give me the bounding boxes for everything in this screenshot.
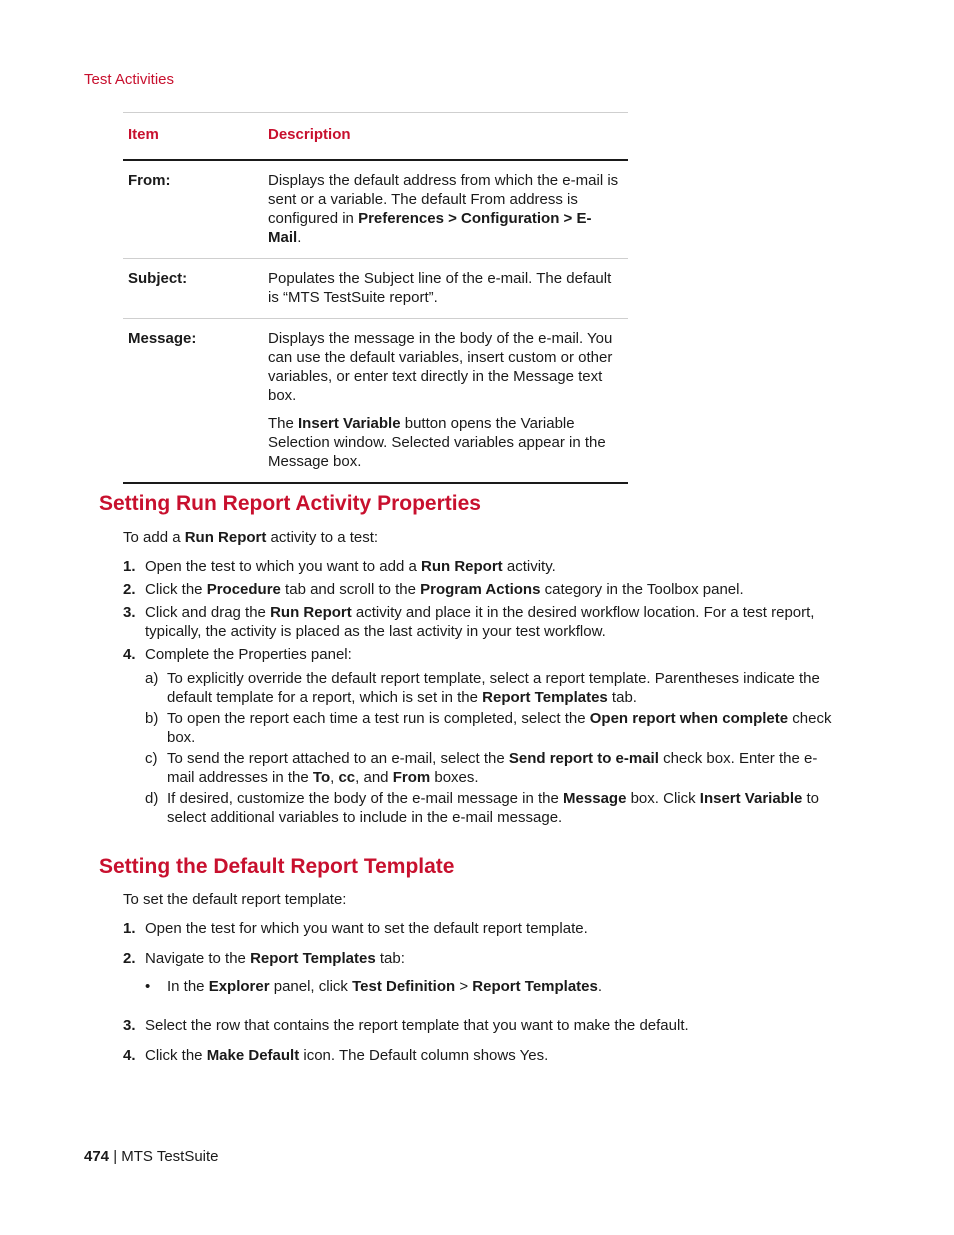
bold-term: Program Actions — [420, 581, 541, 598]
rich-text — [268, 414, 624, 471]
bold-term: cc — [338, 769, 356, 786]
table-header-row — [123, 113, 628, 161]
bullet-list — [145, 977, 843, 996]
text-run: tab: — [375, 950, 405, 967]
substep-letter: c) — [145, 750, 158, 767]
step-item — [123, 1046, 843, 1065]
substeps — [145, 669, 843, 827]
text-run: Complete the Properties panel: — [145, 646, 352, 663]
bold-term: Explorer — [208, 978, 270, 995]
substep-item — [145, 789, 843, 827]
text-run: > — [455, 978, 473, 995]
text-run: activity and place it in the desired workflow location. For a test report, typically, the activity is placed as the last activity in your test workflow. — [145, 604, 815, 640]
text-run: boxes. — [430, 769, 479, 786]
bold-term: Procedure — [206, 581, 281, 598]
step-text — [145, 1047, 548, 1064]
column-header-description: Description — [263, 113, 628, 161]
text-run: check box. Enter the e-mail addresses in the — [167, 750, 818, 786]
table-row — [123, 319, 628, 484]
page-footer — [84, 1148, 219, 1165]
step-number: 3. — [123, 1017, 136, 1034]
table-row — [123, 259, 628, 319]
bold-term: Run Report — [270, 604, 352, 621]
substep-letter: d) — [145, 790, 159, 807]
product-name: MTS TestSuite — [121, 1148, 219, 1165]
text-run: category in the Toolbox panel. — [540, 581, 744, 598]
text-run: tab and scroll to the — [280, 581, 421, 598]
text-run: Click and drag the — [145, 604, 271, 621]
item-cell: From: — [123, 160, 263, 259]
bold-term: Run Report — [184, 529, 267, 546]
text-run: Open the test to which you want to add a — [145, 558, 422, 575]
text-run: check box. — [167, 710, 832, 746]
bullet-text — [167, 978, 602, 995]
bold-term: Open report when complete — [589, 710, 789, 727]
text-run: panel, click — [269, 978, 353, 995]
running-header: Test Activities — [84, 71, 175, 88]
text-run: If desired, customize the body of the e-mail message in the — [167, 790, 564, 807]
step-item — [123, 1016, 843, 1035]
description-cell — [263, 259, 628, 319]
rich-text — [268, 329, 624, 405]
text-run: , and — [355, 769, 393, 786]
text-run: Open the test for which you want to set the default report template. — [145, 920, 588, 937]
step-number: 4. — [123, 646, 136, 663]
text-run: Select the row that contains the report template that you want to make the default. — [145, 1017, 689, 1034]
text-run: Displays the default address from which the e-mail is sent or a variable. The default From address is configured in — [268, 172, 619, 227]
text-run: The — [268, 415, 299, 432]
text-run: In the — [167, 978, 209, 995]
step-number: 2. — [123, 950, 136, 967]
section-heading-run-report: Setting Run Report Activity Properties — [99, 492, 481, 515]
table-row — [123, 160, 628, 259]
bullet-item — [145, 977, 843, 996]
bold-term: Report Templates — [472, 978, 598, 995]
step-item — [123, 580, 843, 599]
substep-text — [167, 750, 817, 786]
section-intro — [123, 529, 378, 546]
bold-term: From — [392, 769, 431, 786]
bold-term: To — [312, 769, 331, 786]
description-cell — [263, 319, 628, 484]
item-cell: Subject: — [123, 259, 263, 319]
step-number: 4. — [123, 1047, 136, 1064]
section-intro — [123, 891, 346, 908]
bold-term: Message — [563, 790, 627, 807]
text-run: Click the — [145, 581, 207, 598]
substep-item — [145, 709, 843, 747]
bullet-mark: • — [145, 978, 151, 995]
substep-text — [167, 710, 831, 746]
step-item — [123, 557, 843, 576]
step-item — [123, 949, 843, 996]
step-text — [145, 950, 405, 967]
text-run: , — [330, 769, 339, 786]
bold-term: Run Report — [421, 558, 503, 575]
bold-term: Preferences > Configuration > E-Mail — [268, 210, 592, 246]
text-run: To open the report each time a test run is completed, select the — [167, 710, 590, 727]
step-number: 2. — [123, 581, 136, 598]
substep-letter: b) — [145, 710, 159, 727]
step-text — [145, 604, 814, 640]
page-number: 474 — [84, 1148, 110, 1165]
description-cell — [263, 160, 628, 259]
step-text — [145, 558, 556, 575]
bold-term: Make Default — [206, 1047, 300, 1064]
text-run: Populates the Subject line of the e-mail. The default is “MTS TestSuite report”. — [268, 270, 612, 306]
step-number: 1. — [123, 920, 136, 937]
substep-text — [167, 670, 820, 706]
text-run: icon. The Default column shows Yes. — [299, 1047, 549, 1064]
step-item — [123, 645, 843, 827]
text-run: To set the default report template: — [123, 891, 347, 908]
procedure-steps — [123, 919, 843, 1065]
rich-text — [268, 269, 624, 307]
text-run: Navigate to the — [145, 950, 251, 967]
bold-term: Insert Variable — [699, 790, 803, 807]
text-run: Click the — [145, 1047, 207, 1064]
item-cell: Message: — [123, 319, 263, 484]
bold-term: Report Templates — [250, 950, 376, 967]
step-text — [145, 646, 352, 663]
substep-text — [167, 790, 819, 826]
procedure-steps — [123, 557, 843, 829]
text-run: To send the report attached to an e-mail, select the — [167, 750, 509, 767]
text-run: activity to a test: — [266, 529, 379, 546]
email-settings-table — [123, 112, 628, 484]
column-header-item: Item — [123, 113, 263, 161]
bold-term: Insert Variable — [298, 415, 401, 432]
bold-term: Report Templates — [482, 689, 608, 706]
step-item — [123, 603, 843, 641]
text-run: To add a — [123, 529, 185, 546]
substep-item — [145, 749, 843, 787]
step-text — [145, 1017, 689, 1034]
bold-term: Send report to e-mail — [508, 750, 659, 767]
step-number: 1. — [123, 558, 136, 575]
text-run: activity. — [502, 558, 556, 575]
text-run: to select additional variables to include in the e-mail message. — [167, 790, 820, 826]
step-item — [123, 919, 843, 938]
step-number: 3. — [123, 604, 136, 621]
text-run: tab. — [607, 689, 637, 706]
text-run: button opens the Variable Selection window. Selected variables appear in the Message box. — [268, 415, 606, 470]
step-text — [145, 920, 588, 937]
text-run: . — [297, 229, 302, 246]
rich-text — [268, 171, 624, 247]
section-heading-default-template: Setting the Default Report Template — [99, 855, 455, 878]
substep-item — [145, 669, 843, 707]
substep-letter: a) — [145, 670, 159, 687]
text-run: To explicitly override the default report template, select a report template. Parentheses indicate the default template for a report, which is set in the — [167, 670, 820, 706]
footer-separator: | — [109, 1148, 122, 1165]
text-run: Displays the message in the body of the e-mail. You can use the default variables, insert custom or other variables, or enter text directly in the Message text box. — [268, 330, 613, 404]
text-run: . — [597, 978, 603, 995]
bold-term: Test Definition — [352, 978, 456, 995]
text-run: box. Click — [626, 790, 700, 807]
step-text — [145, 581, 744, 598]
